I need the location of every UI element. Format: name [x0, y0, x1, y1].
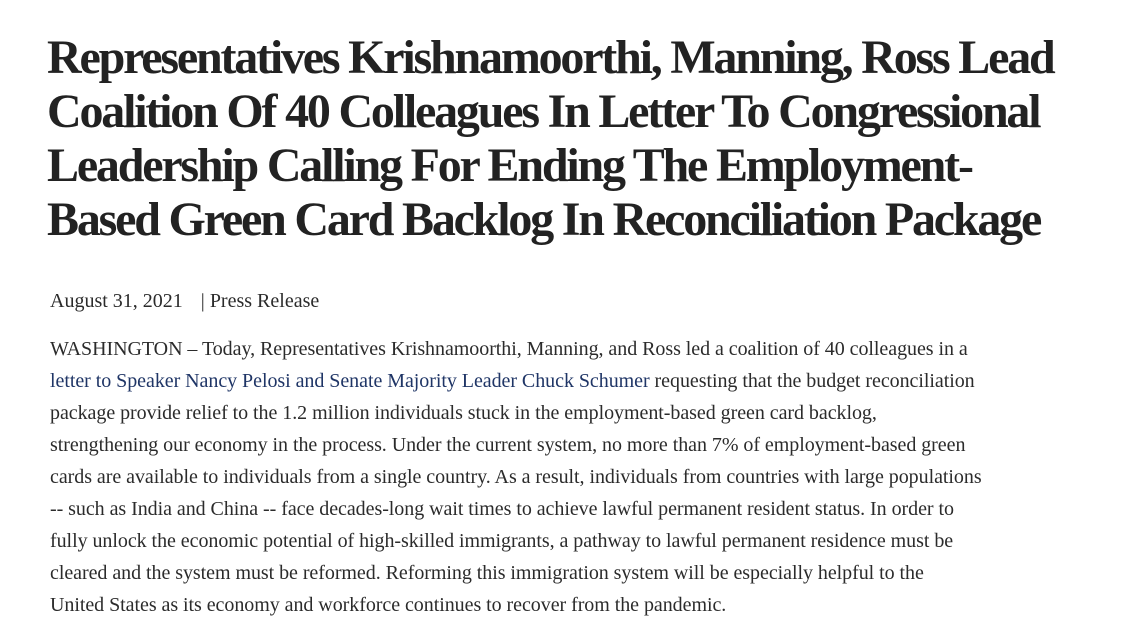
- body-line: package provide relief to the 1.2 million individuals stuck in the employment-based green card backlog,: [50, 402, 877, 424]
- body-text-segment: requesting that the budget reconciliation: [649, 370, 975, 392]
- title-line: Representatives Krishnamoorthi, Manning, Ross Lead: [47, 31, 1054, 84]
- meta-separator: |: [200, 290, 205, 312]
- title-line: Leadership Calling For Ending The Employment-: [47, 139, 972, 192]
- body-line: fully unlock the economic potential of high-skilled immigrants, a pathway to lawful permanent residence must be: [50, 530, 954, 552]
- body-line: strengthening our economy in the process. Under the current system, no more than 7% of employment-based green: [50, 434, 966, 456]
- body-line: cards are available to individuals from a single country. As a result, individuals from countries with large populations: [50, 466, 982, 488]
- body-line: cleared and the system must be reformed. Reforming this immigration system will be especially helpful to the: [50, 562, 924, 584]
- article-meta: [50, 289, 319, 313]
- body-line: [50, 365, 1130, 397]
- body-line: United States as its economy and workforce continues to recover from the pandemic.: [50, 594, 727, 616]
- publish-date: August 31, 2021: [50, 290, 183, 312]
- page-title: [47, 31, 1132, 247]
- title-line: Based Green Card Backlog In Reconciliation Package: [47, 193, 1041, 246]
- body-line: -- such as India and China -- face decades-long wait times to achieve lawful permanent resident status. In order to: [50, 498, 954, 520]
- article-category: Press Release: [209, 290, 320, 312]
- title-line: Coalition Of 40 Colleagues In Letter To Congressional: [47, 85, 1040, 138]
- letter-link[interactable]: letter to Speaker Nancy Pelosi and Senate Majority Leader Chuck Schumer: [50, 370, 650, 392]
- body-line: WASHINGTON – Today, Representatives Krishnamoorthi, Manning, and Ross led a coalition of 40 colleagues in a: [50, 338, 968, 360]
- article-body: [50, 333, 1130, 621]
